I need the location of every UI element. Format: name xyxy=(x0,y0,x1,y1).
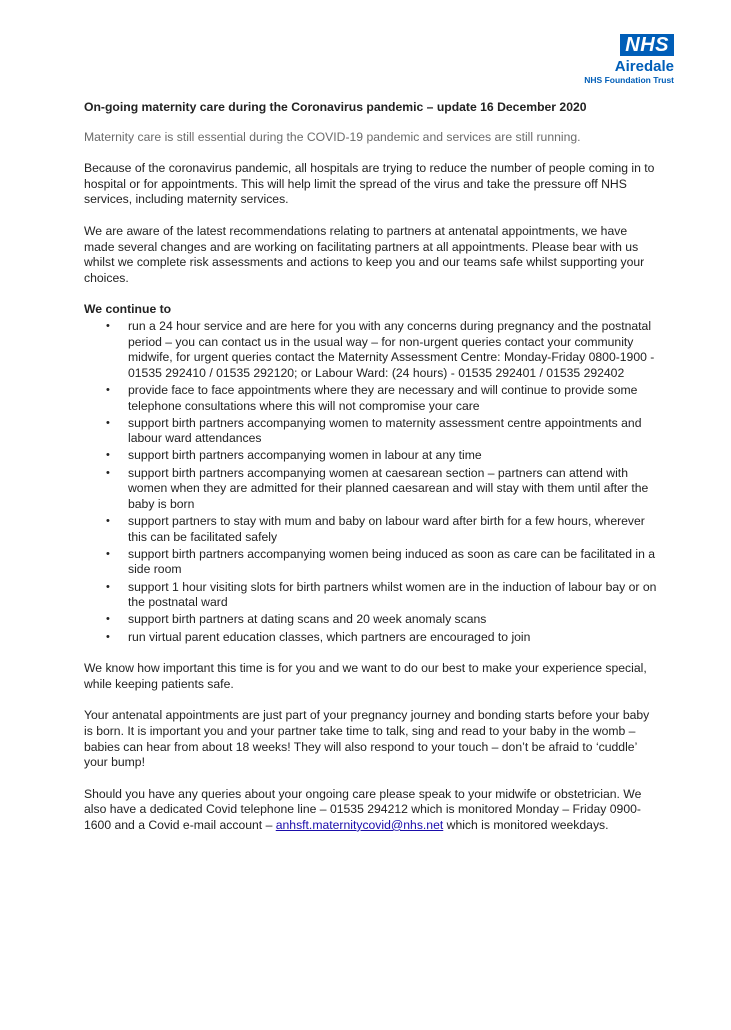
continue-heading: We continue to xyxy=(84,302,172,317)
bullet-icon: • xyxy=(106,613,110,626)
bullet-icon: • xyxy=(106,319,110,332)
bullet-item xyxy=(84,547,660,578)
paragraph-contact xyxy=(84,787,660,834)
bullet-text: provide face to face appointments where they are necessary and will continue to provide some telephone consultations where this will not compromise your care xyxy=(128,382,638,413)
bullet-icon: • xyxy=(106,383,110,396)
bullet-icon: • xyxy=(106,580,110,593)
bullet-text: support birth partners accompanying women at caesarean section – partners can attend with women when they are admitted for their planned caesarean and will stay with them until after the baby is born xyxy=(128,465,649,511)
nhs-airedale-logo xyxy=(534,34,674,85)
bullet-icon: • xyxy=(106,449,110,462)
bullet-item xyxy=(84,630,660,646)
document-body xyxy=(84,100,660,850)
bullet-text: support partners to stay with mum and baby on labour ward after birth for a few hours, wherever this can be facilitated safely xyxy=(128,514,645,544)
contact-text-before: Should you have any queries about your ongoing care please speak to your midwife or obstetrician. We also have a dedicated Covid telephone line – 01535 294212 which is monitored Monday – Friday 0900-1600 and a Covid e-mail account – xyxy=(84,786,642,832)
bullet-icon: • xyxy=(106,416,110,429)
paragraph-bonding: Your antenatal appointments are just part of your pregnancy journey and bonding starts before your baby is born. It is important you and your partner take time to talk, sing and read to your baby in the womb – babies can hear from about 18 weeks! They will also respond to your touch – don’t be afraid to ‘cuddle’ your bump! xyxy=(84,708,650,770)
nhs-logo-box: NHS xyxy=(620,34,674,56)
bullet-item xyxy=(84,448,660,464)
services-bullet-list xyxy=(84,319,660,645)
bullet-item xyxy=(84,580,660,611)
bullet-item xyxy=(84,514,660,545)
document-title: On-going maternity care during the Coronavirus pandemic – update 16 December 2020 xyxy=(84,100,587,114)
contact-text-after: which is monitored weekdays. xyxy=(443,817,609,832)
bullet-text: support 1 hour visiting slots for birth partners whilst women are in the induction of labour bay or on the postnatal ward xyxy=(128,579,657,610)
bullet-item xyxy=(84,319,660,381)
bullet-text: support birth partners accompanying women to maternity assessment centre appointments and labour ward attendances xyxy=(128,415,642,446)
bullet-item xyxy=(84,612,660,628)
paragraph-reduce-visits: Because of the coronavirus pandemic, all hospitals are trying to reduce the number of people coming in to hospital or for appointments. This will help limit the spread of the virus and take the pressure off NHS services, including maternity services. xyxy=(84,161,655,207)
trust-name: Airedale xyxy=(614,58,674,75)
trust-subtitle: NHS Foundation Trust xyxy=(584,75,674,85)
bullet-icon: • xyxy=(106,466,110,479)
intro-paragraph: Maternity care is still essential during the COVID-19 pandemic and services are still running. xyxy=(84,129,581,144)
bullet-item xyxy=(84,416,660,447)
bullet-text: support birth partners at dating scans and 20 week anomaly scans xyxy=(128,612,487,627)
bullet-icon: • xyxy=(106,515,110,528)
bullet-text: run virtual parent education classes, which partners are encouraged to join xyxy=(128,629,531,644)
paragraph-importance: We know how important this time is for you and we want to do our best to make your experience special, while keeping patients safe. xyxy=(84,661,647,691)
bullet-text: run a 24 hour service and are here for you with any concerns during pregnancy and the postnatal period – you can contact us in the usual way – for non-urgent queries contact your community midwife, for urgent queries contact the Maternity Assessment Centre: Monday-Friday 0800-1900 - 01535 292410 / 01535 292120; or Labour Ward: (24 hours) - 01535 292401 / 01535 292402 xyxy=(128,318,655,380)
covid-email-link[interactable]: anhsft.maternitycovid@nhs.net xyxy=(275,817,444,832)
bullet-text: support birth partners accompanying women in labour at any time xyxy=(128,448,482,463)
bullet-icon: • xyxy=(106,547,110,560)
paragraph-partners: We are aware of the latest recommendations relating to partners at antenatal appointments, we have made several changes and are working on facilitating partners at all appointments. Please bear with us whilst we complete risk assessments and actions to keep you and our teams safe whilst supporting your choices. xyxy=(84,223,645,285)
bullet-item xyxy=(84,383,660,414)
bullet-item xyxy=(84,466,660,513)
bullet-text: support birth partners accompanying women being induced as soon as care can be facilitated in a side room xyxy=(128,546,656,577)
bullet-icon: • xyxy=(106,630,110,643)
